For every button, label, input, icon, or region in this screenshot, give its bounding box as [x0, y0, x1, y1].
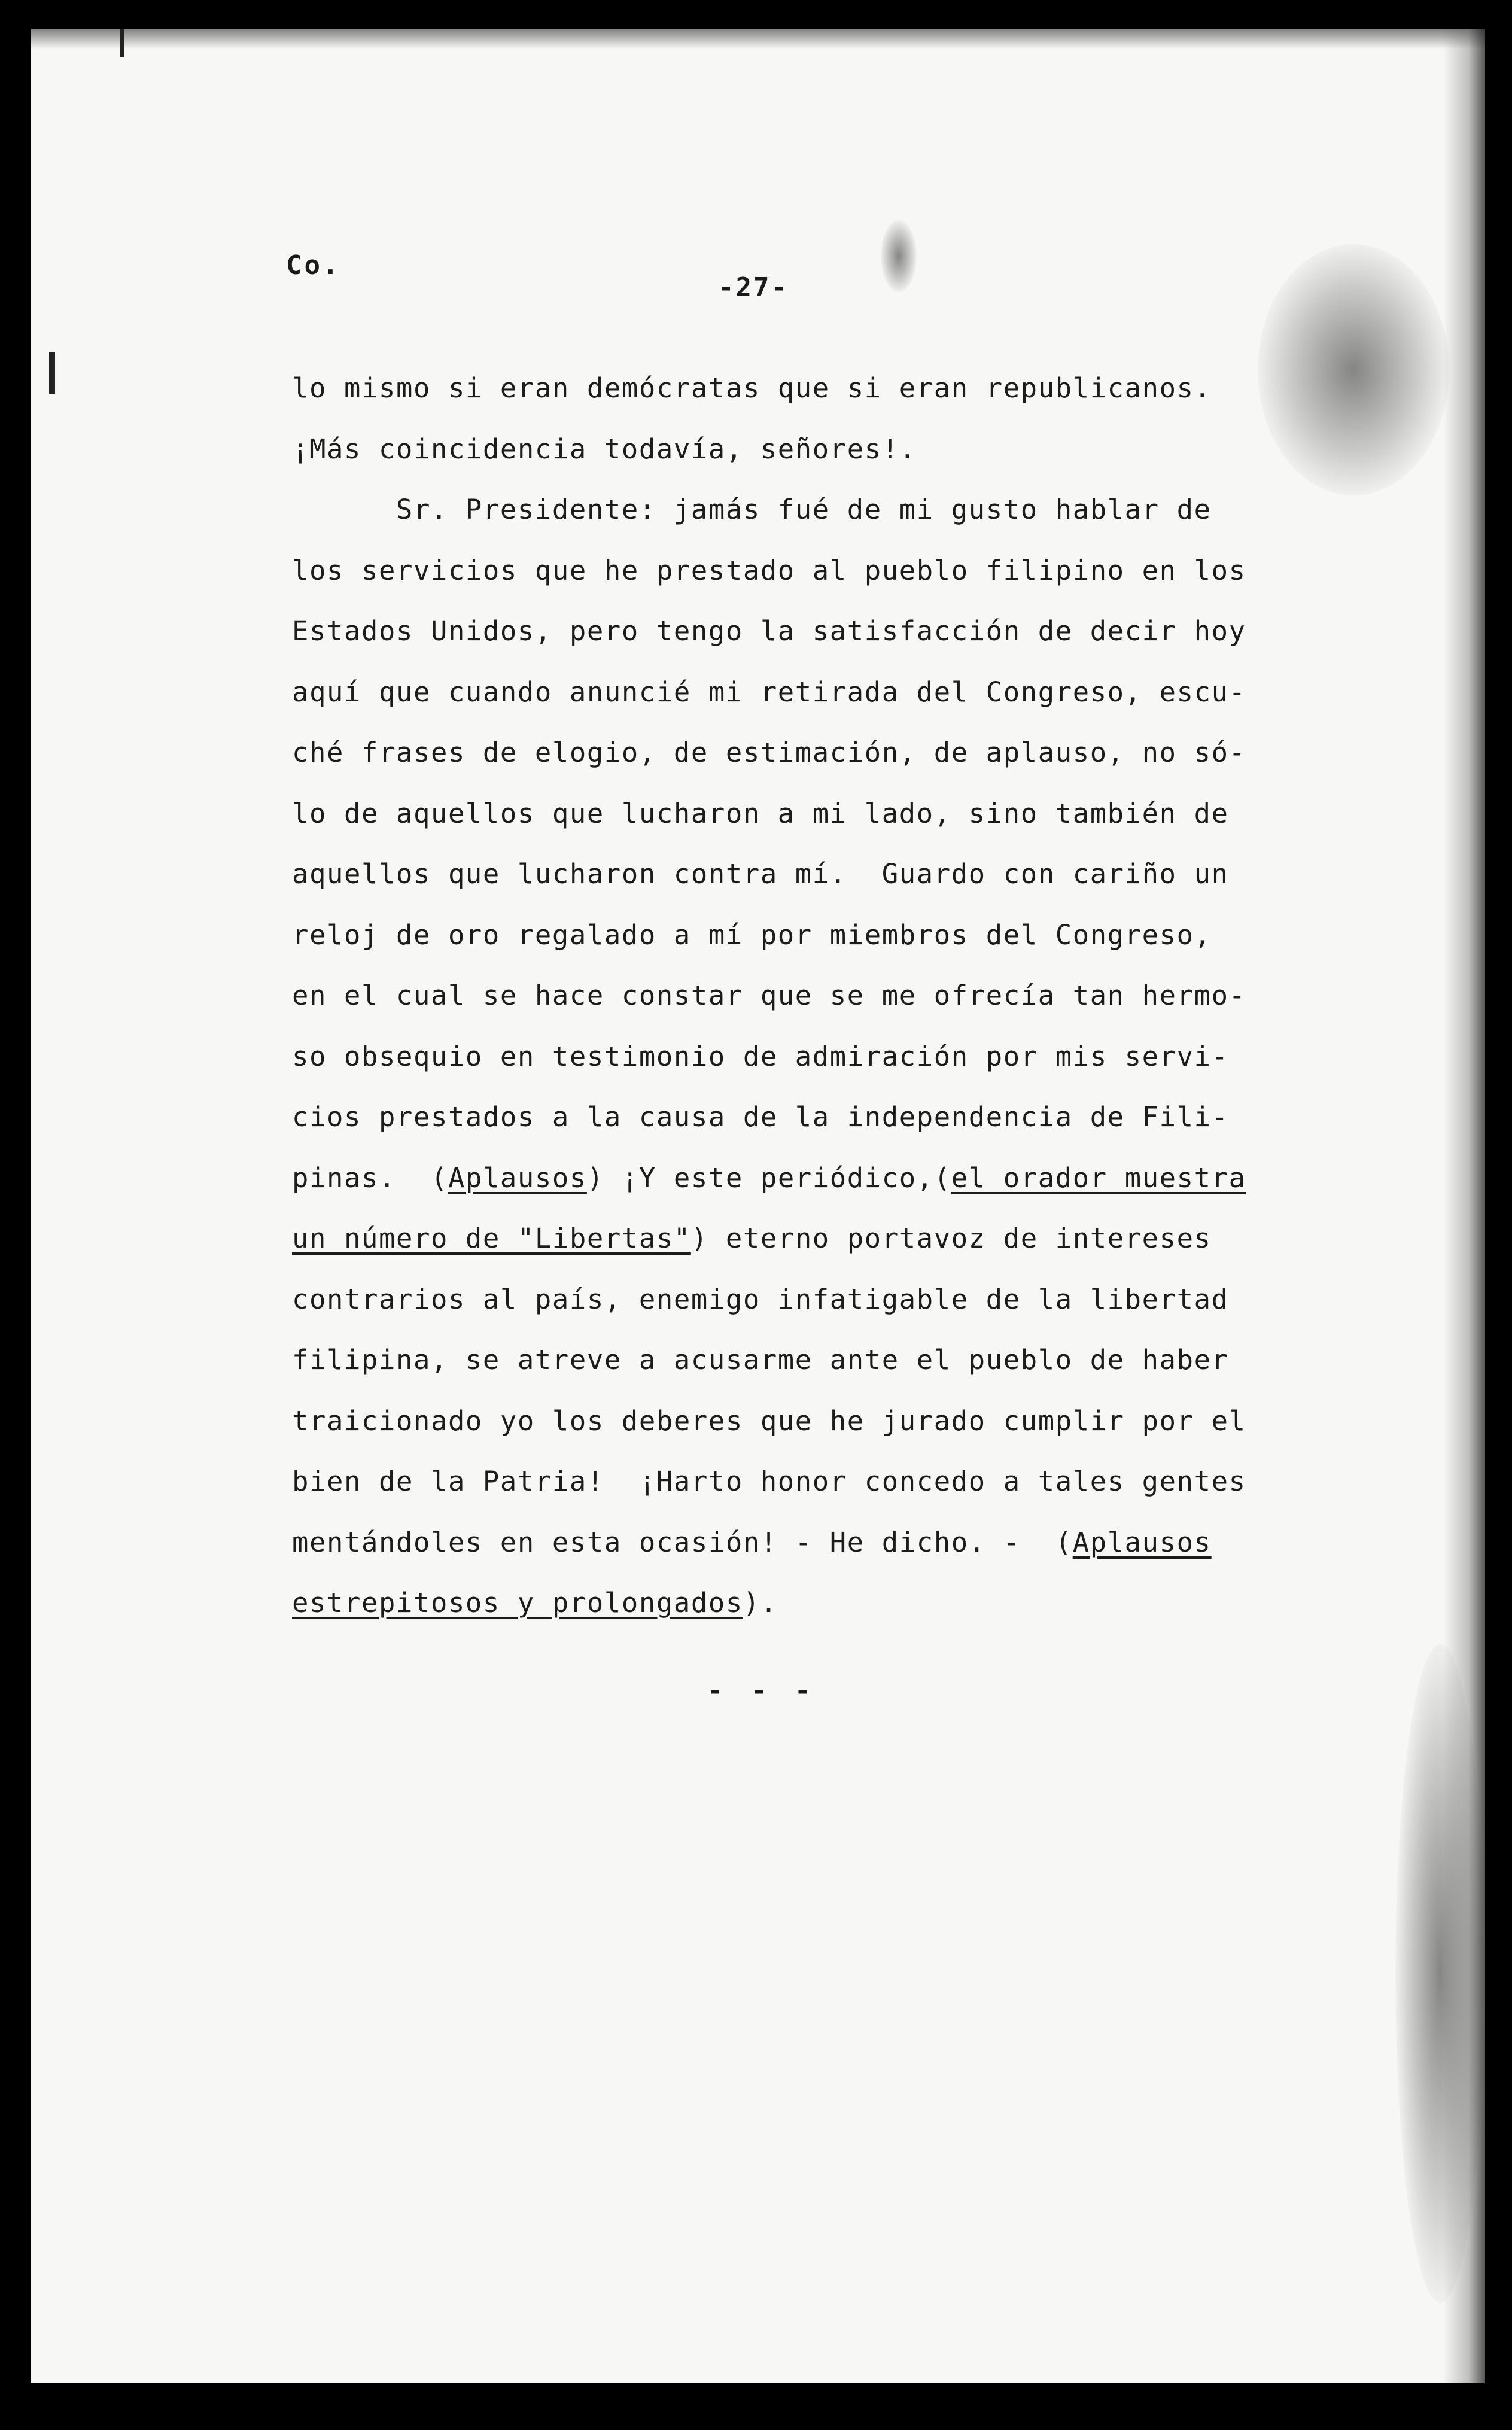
text-segment: ché frases de elogio, de estimación, de aplauso, no só-: [292, 737, 1246, 768]
underlined-text: Aplausos: [1072, 1526, 1212, 1558]
text-line: [292, 419, 1297, 480]
scan-tick-mark: [49, 352, 55, 394]
header-mark: Co.: [286, 250, 341, 281]
underlined-text: un número de "Libertas": [292, 1222, 691, 1254]
underlined-text: Aplausos: [448, 1161, 587, 1194]
text-line: [292, 601, 1297, 662]
text-segment: so obsequio en testimonio de admiración por mis servi-: [292, 1040, 1229, 1072]
text-line: [292, 1148, 1297, 1209]
text-line: [292, 783, 1297, 844]
text-line: [292, 358, 1297, 419]
underlined-text: el orador muestra: [951, 1161, 1246, 1194]
text-line: [292, 722, 1297, 783]
text-segment: aquellos que lucharon contra mí. Guardo con cariño un: [292, 858, 1229, 890]
end-mark: - - -: [707, 1675, 817, 1706]
page-number: -27-: [718, 272, 789, 303]
text-segment: reloj de oro regalado a mí por miembros del Congreso,: [292, 919, 1212, 951]
underlined-text: estrepitosos y prolongados: [292, 1587, 743, 1619]
text-segment: filipina, se atreve a acusarme ante el pueblo de haber: [292, 1344, 1229, 1376]
text-segment: lo mismo si eran demócratas que si eran republicanos.: [292, 372, 1212, 404]
text-segment: contrarios al país, enemigo infatigable de la libertad: [292, 1283, 1229, 1315]
scan-tick-mark: [120, 29, 124, 57]
text-line: [292, 479, 1297, 540]
text-line: [292, 1208, 1297, 1269]
text-segment: los servicios que he prestado al pueblo filipino en los: [292, 554, 1246, 586]
text-line: [292, 965, 1297, 1026]
text-line: [292, 1330, 1297, 1391]
text-line: [292, 540, 1297, 601]
text-segment: ) ¡Y este periódico,(: [586, 1161, 951, 1194]
text-segment: lo de aquellos que lucharon a mi lado, sino también de: [292, 797, 1229, 829]
text-line: [292, 1087, 1297, 1148]
text-line: [292, 662, 1297, 723]
text-segment: pinas. (: [292, 1161, 448, 1194]
text-line: [292, 1026, 1297, 1087]
text-line: [292, 1573, 1297, 1634]
scan-smudge: [881, 220, 917, 292]
text-segment: cios prestados a la causa de la independencia de Fili-: [292, 1101, 1229, 1133]
text-segment: ).: [743, 1587, 778, 1619]
text-line: [292, 905, 1297, 966]
text-line: [292, 1451, 1297, 1512]
text-line: [292, 844, 1297, 905]
text-segment: en el cual se hace constar que se me ofrecía tan hermo-: [292, 980, 1246, 1011]
text-line: [292, 1512, 1297, 1573]
text-segment: Sr. Presidente: jamás fué de mi gusto hablar de: [292, 494, 1212, 525]
text-segment: ¡Más coincidencia todavía, señores!.: [292, 433, 917, 465]
text-segment: ) eterno portavoz de intereses: [690, 1222, 1212, 1254]
text-segment: mentándoles en esta ocasión! - He dicho. - (: [292, 1526, 1073, 1558]
text-segment: bien de la Patria! ¡Harto honor concedo a tales gentes: [292, 1465, 1246, 1497]
text-segment: Estados Unidos, pero tengo la satisfacción de decir hoy: [292, 615, 1246, 647]
text-line: [292, 1391, 1297, 1452]
body-text: [292, 358, 1297, 1634]
scan-smudge: [1395, 1644, 1485, 2303]
text-segment: aquí que cuando anuncié mi retirada del Congreso, escu-: [292, 676, 1246, 708]
text-segment: traicionado yo los deberes que he jurado cumplir por el: [292, 1404, 1246, 1437]
text-line: [292, 1269, 1297, 1330]
scan-shadow-top: [31, 29, 1485, 49]
